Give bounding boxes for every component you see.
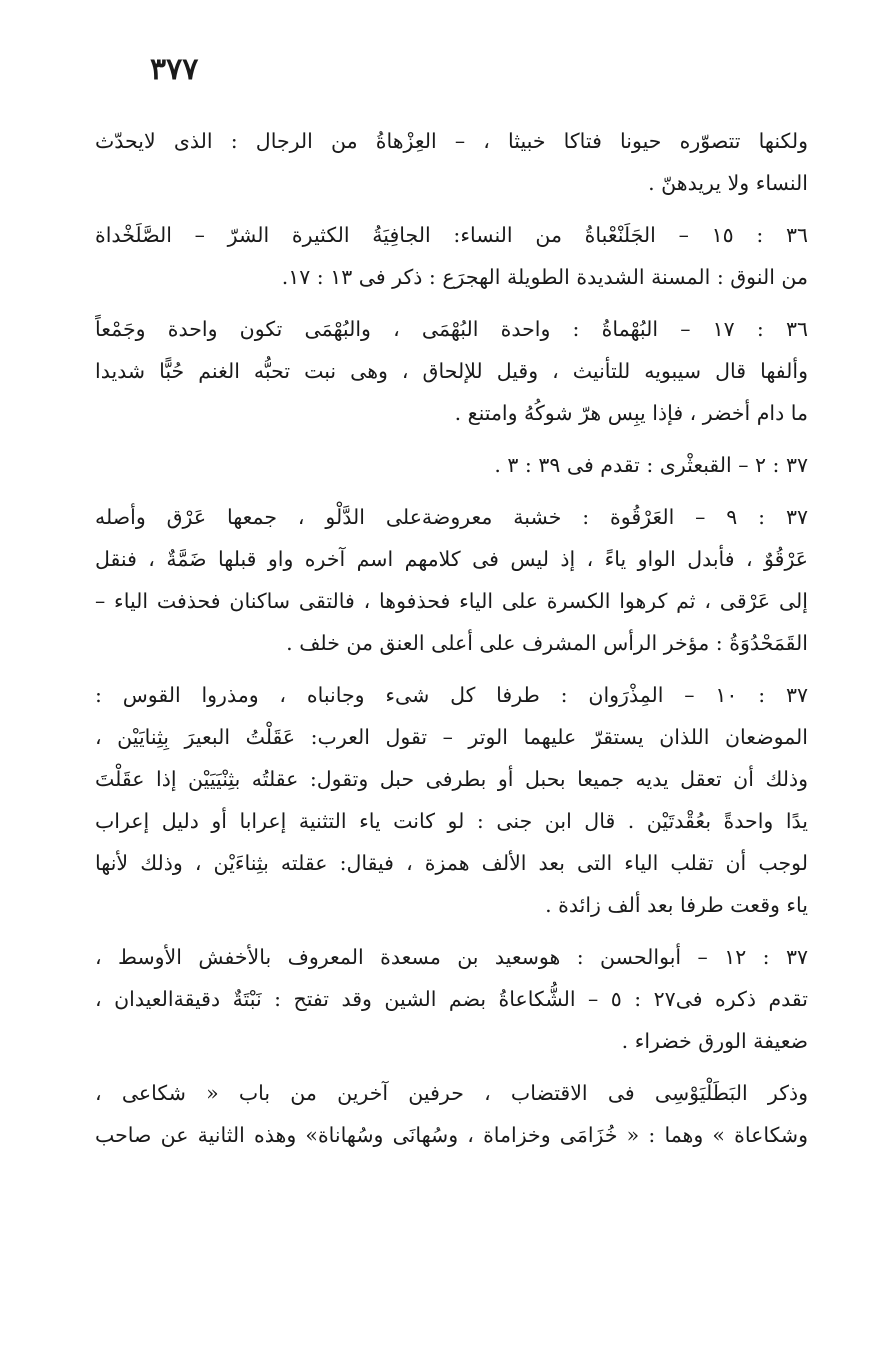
paragraph [95,120,808,204]
paragraph [95,308,808,434]
text-line: لوجب أن تقلب الياء التى بعد الألف همزة ، فيقال: عقلته بثِناءَيْن ، وذلك لأنها [95,851,808,875]
paragraph [95,936,808,1062]
paragraph [95,444,808,486]
text-line: ٣٦ : ١٥ – الجَلَنْعْباةُ من النساء: الجافِيَةُ الكثيرة الشرّ – الصَّلَخْداة [95,223,808,247]
text-line: ٣٦ : ١٧ – البُهْماةُ : واحدة البُهْمَى ، والبُهْمَى تكون واحدة وجَمْعاً [95,317,808,341]
paragraph [95,496,808,664]
text-line: ٣٧ : ١٢ – أبوالحسن : هوسعيد بن مسعدة المعروف بالأخفش الأوسط ، [95,945,808,969]
text-line: القَمَحْدُوَةُ : مؤخر الرأس المشرف على أعلى العنق من خلف . [286,631,808,655]
paragraph [95,674,808,926]
paragraph-gap [95,1062,808,1072]
text-line: وشكاعاة » وهما : « خُزَامَى وخزاماة ، وسُهانَى وسُهاناة» وهذه الثانية عن صاحب [95,1123,808,1147]
page-number: ٣٧٧ [150,52,199,87]
text-line: ٣٧ : ١٠ – المِذْرَوان : طرفا كل شىء وجانباه ، ومذروا القوس : [95,683,808,707]
text-line: وذكر البَطَلْيَوْسِى فى الاقتضاب ، حرفين آخرين من باب « شكاعى ، [95,1081,808,1105]
text-line: عَرْقُوٌ ، فأبدل الواو ياءً ، إذ ليس فى كلامهم اسم آخره واو قبلها ضَمَّةٌ ، فنقل [95,547,808,571]
paragraph-gap [95,486,808,496]
text-line: وذلك أن تعقل يديه جميعا بحبل أو بطرفى حبل وتقول: عقلتُه بثِنْيَيَيْن إذا عقَلْتَ [95,767,808,791]
paragraph [95,214,808,298]
text-line: النساء ولا يريدهنّ . [648,171,808,195]
text-line: ولكنها تتصوّره حيونا فتاكا خبيثا ، – العِزْهاةُ من الرجال : الذى لايحدّث [95,129,808,153]
paragraph [95,1072,808,1156]
paragraph-gap [95,434,808,444]
text-line: تقدم ذكره فى٢٧ : ٥ – الشُّكاعاةُ بضم الشين وقد تفتح : نَبْتَةٌ دقيقةالعيدان ، [95,987,808,1011]
text-line: ٣٧ : ٢ – القبعثْرى : تقدم فى ٣٩ : ٣ . [494,453,808,477]
text-line: إلى عَرْقى ، ثم كرهوا الكسرة على الياء فحذفوها ، فالتقى ساكنان فحذفت الياء – [95,589,808,613]
text-line: ياء وقعت طرفا بعد ألف زائدة . [545,893,808,917]
text-line: ضعيفة الورق خضراء . [621,1029,808,1053]
paragraph-gap [95,204,808,214]
page-body [95,120,808,1156]
paragraph-gap [95,298,808,308]
text-line: وألفها قال سيبويه للتأنيث ، وقيل للإلحاق ، وهى نبت تحبُّه الغنم حُبًّا شديدا [95,359,808,383]
text-line: يدًا واحدةً بعُقْدتَيْن . قال ابن جنى : لو كانت ياء التثنية إعرابا أو دليل إعراب [95,809,808,833]
text-line: ٣٧ : ٩ – العَرْقُوة : خشبة معروضةعلى الدَّلْو ، جمعها عَرْق وأصله [95,505,808,529]
text-line: الموضعان اللذان يستقرّ عليهما الوتر – تقول العرب: عَقَلْتُ البعيرَ بِثِنايَيْن ، [95,725,808,749]
text-line: من النوق : المسنة الشديدة الطويلة الهجرَع : ذكر فى ١٣ : ١٧. [281,265,808,289]
text-line: ما دام أخضر ، فإذا يبِس هرّ شوكُهُ وامتنع . [454,401,808,425]
paragraph-gap [95,926,808,936]
paragraph-gap [95,664,808,674]
